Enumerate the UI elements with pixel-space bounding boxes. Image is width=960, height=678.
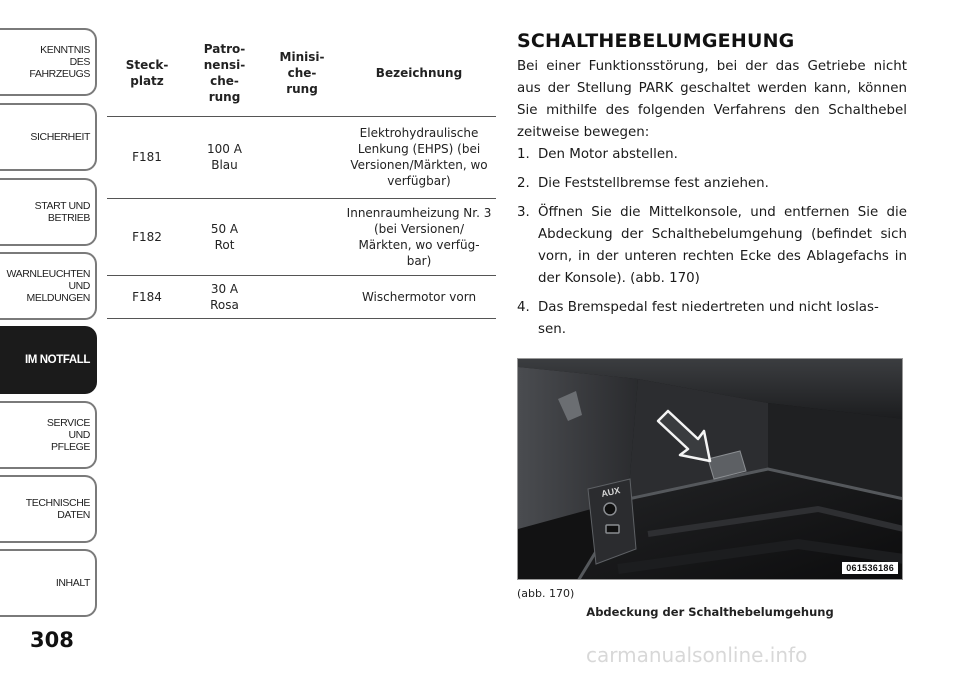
cell-slot: F184 [132,289,162,304]
list-item [517,202,907,290]
intro-paragraph: Bei einer Funktionsstörung, bei der das Getriebe nicht aus der Stellung PARK geschaltet werden kann, können Sie mithilfe des folgenden Verfahrens den Schalthebel zeitweise bewegen: [517,59,907,140]
header-mini-fuse: Minisi- che- rung [279,49,325,96]
cell-cartridge: 30 A Rosa [210,281,239,312]
section-title: SCHALTHEBELUMGEHUNG [517,30,795,52]
cell-slot: F182 [132,229,162,244]
console-illustration [518,359,903,580]
tab-kenntnis-des-fahrzeugs[interactable]: KENNTNIS DES FAHRZEUGS [0,28,97,96]
step-text: Öffnen Sie die Mittelkonsole, und entfernen Sie die Abdeckung der Schalthebelumgehung (befindet sich vorn, in der unteren rechten Ecke des Ablagefachs in der Konsole). (abb. 170) [538,205,907,286]
cell-cartridge: 100 A Blau [207,142,242,172]
tab-service-und-pflege[interactable]: SERVICE UND PFLEGE [0,401,97,469]
table-row [107,198,496,275]
step-text: Das Bremspedal fest niedertreten und nicht loslas- sen. [538,300,879,337]
table-row [107,275,496,318]
fuse-table [107,34,496,319]
tab-inhalt[interactable]: INHALT [0,549,97,617]
list-item [517,297,907,341]
watermark: carmanualsonline.info [586,643,808,667]
cell-description: Wischermotor vorn [361,289,477,304]
step-text: Die Feststellbremse fest anziehen. [538,176,769,191]
page-number: 308 [30,628,74,652]
header-slot: Steck- platz [125,57,169,88]
list-item [517,173,907,195]
tab-start-und-betrieb[interactable]: START UND BETRIEB [0,178,97,246]
step-number: 1. [517,147,530,162]
step-number: 3. [517,205,530,220]
step-number: 4. [517,300,530,315]
step-number: 2. [517,176,530,191]
cell-description: Innenraumheizung Nr. 3 (bei Versionen/ Märkten, wo verfüg- bar) [346,205,492,268]
cell-description: Elektrohydraulische Lenkung (EHPS) (bei Versionen/Märkten, wo verfügbar) [350,126,488,188]
step-text: Den Motor abstellen. [538,147,678,162]
shifter-bypass-photo [517,358,903,580]
tab-sicherheit[interactable]: SICHERHEIT [0,103,97,171]
table-row [107,116,496,198]
header-description: Bezeichnung [375,65,463,80]
cell-slot: F181 [132,150,162,164]
figure-code: 061536186 [842,562,898,574]
aux-port-label: AUX [600,485,622,499]
figure-reference: (abb. 170) [517,587,575,600]
tab-im-notfall[interactable]: IM NOTFALL [0,326,97,394]
tab-warnleuchten-und-meldungen[interactable]: WARNLEUCHTEN UND MELDUNGEN [0,252,97,320]
procedure-steps [517,144,907,348]
usb-port-icon [606,525,619,533]
tab-technische-daten[interactable]: TECHNISCHE DATEN [0,475,97,543]
fuse-table-header [107,34,496,116]
cell-cartridge: 50 A Rot [210,221,239,252]
cell-mini [262,198,342,275]
figure-caption: Abdeckung der Schalthebelumgehung [586,605,834,619]
header-cartridge-fuse: Patro- nensi- che- rung [203,41,246,104]
aux-jack-icon [604,503,616,515]
cell-mini [262,116,342,198]
cell-mini [262,275,342,318]
list-item [517,144,907,166]
